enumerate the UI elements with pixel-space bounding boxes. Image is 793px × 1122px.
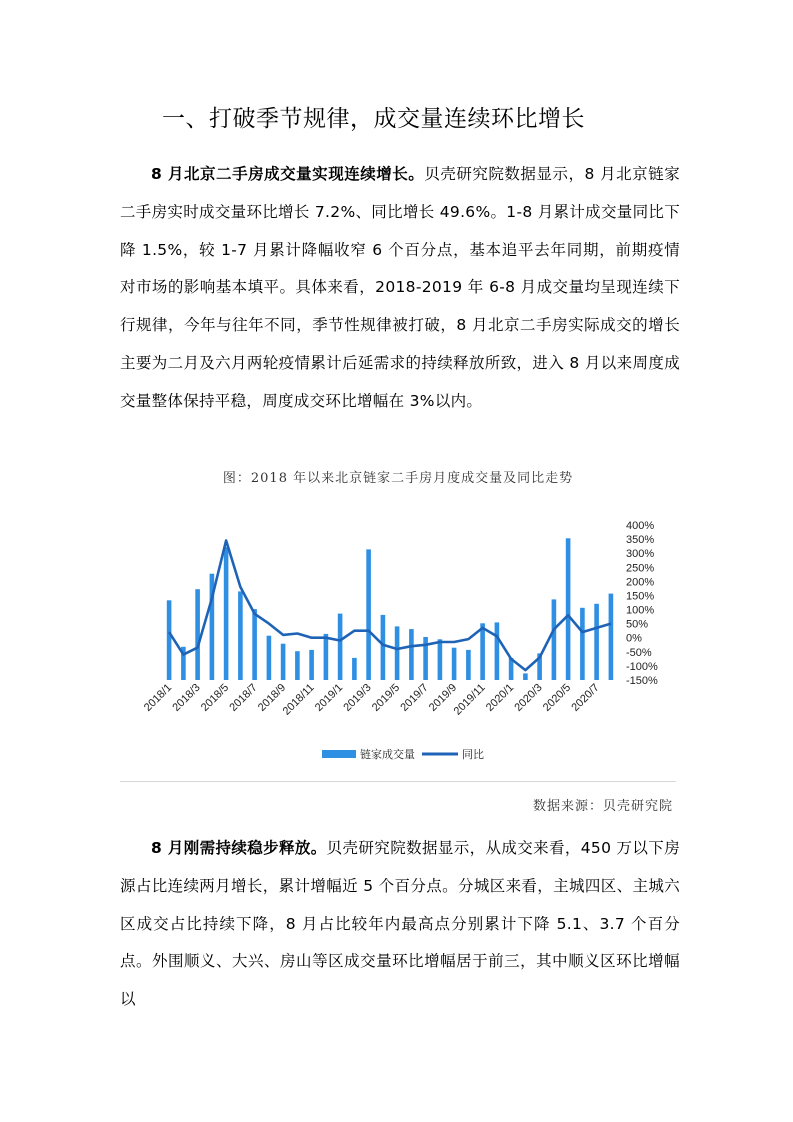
bar-2018/12 <box>324 634 329 680</box>
x-tick-label: 2018/7 <box>227 681 260 714</box>
sales-volume-chart <box>120 505 676 770</box>
bar-2020/6 <box>580 608 585 680</box>
paragraph-2-lead: 8 月刚需持续稳步释放。 <box>151 839 327 857</box>
x-tick-label: 2019/5 <box>369 681 403 714</box>
bar-2018/1 <box>167 600 172 680</box>
bar-2020/2 <box>523 673 528 680</box>
bar-2019/10 <box>466 650 471 680</box>
bar-2019/5 <box>395 626 400 680</box>
x-tick-label: 2020/1 <box>483 681 517 714</box>
figure-divider <box>120 781 676 782</box>
bar-2019/9 <box>452 648 457 680</box>
y-tick-label: 350% <box>626 534 655 547</box>
y-tick-label: 150% <box>626 590 655 603</box>
x-tick-label: 2018/9 <box>255 681 289 714</box>
x-tick-label: 2019/3 <box>341 681 374 714</box>
x-tick-label: 2020/7 <box>569 681 602 714</box>
bar-2020/5 <box>566 538 571 680</box>
bar-2019/2 <box>352 658 357 680</box>
y-tick-label: 200% <box>626 576 655 589</box>
y-tick-label: 100% <box>626 604 655 617</box>
line-series <box>169 541 611 671</box>
figure-source: 数据来源：贝壳研究院 <box>532 799 673 814</box>
bar-2018/3 <box>195 589 200 680</box>
y-tick-label: 400% <box>626 520 655 532</box>
y-tick-label: 0% <box>626 632 642 645</box>
yoy-line <box>169 541 611 671</box>
bar-2019/4 <box>381 615 386 680</box>
bar-2018/8 <box>267 636 272 680</box>
x-tick-label: 2020/3 <box>512 681 545 714</box>
x-tick-label: 2019/1 <box>312 681 346 714</box>
figure-caption: 图：2018 年以来北京链家二手房月度成交量及同比走势 <box>222 471 574 486</box>
bar-2018/11 <box>309 650 314 680</box>
y-tick-label: 250% <box>626 562 655 575</box>
paragraph-2 <box>120 830 680 1019</box>
x-tick-label: 2020/5 <box>540 681 574 714</box>
paragraph-1 <box>120 156 680 421</box>
x-tick-label: 2018/3 <box>170 681 203 714</box>
x-tick-label: 2019/7 <box>398 681 431 714</box>
x-tick-label: 2018/11 <box>280 681 317 718</box>
legend-label-bar: 链家成交量 <box>360 749 415 761</box>
bar-2019/6 <box>409 629 414 680</box>
chart-legend <box>322 747 484 761</box>
bar-2018/10 <box>295 651 300 680</box>
bar-2019/11 <box>480 623 485 680</box>
bar-2019/1 <box>338 614 343 680</box>
bar-series <box>167 538 613 680</box>
x-tick-label: 2018/5 <box>198 681 232 714</box>
bar-2019/3 <box>366 549 371 680</box>
legend-label-line: 同比 <box>462 749 484 761</box>
x-tick-label: 2019/11 <box>451 681 488 718</box>
x-tick-label: 2019/9 <box>426 681 460 714</box>
paragraph-2-body: 贝壳研究院数据显示，从成交来看，450 万以下房源占比连续两月增长，累计增幅近 5 个百分点。分城区来看，主城四区、主城六区成交占比持续下降，8 月占比较年内最高点分别累计下降 5.1、3.7 个百分点。外围顺义、大兴、房山等区成交量环比增幅居于前三，其中顺义区环比增幅以 <box>120 839 680 1009</box>
bar-2018/5 <box>224 547 229 680</box>
bar-2020/4 <box>552 599 557 680</box>
x-tick-label: 2018/1 <box>141 681 175 714</box>
x-axis-ticks <box>142 682 602 718</box>
bar-2018/7 <box>252 609 257 680</box>
paragraph-1-body: 贝壳研究院数据显示，8 月北京链家二手房实时成交量环比增长 7.2%、同比增长 49.6%。1-8 月累计成交量同比下降 1.5%，较 1-7 月累计降幅收窄 6 个百分点，基本追平去年同期，前期疫情对市场的影响基本填平。具体来看，2018-2019 年 6-8 月成交量均呈现连续下行规律，今年与往年不同，季节性规律被打破，8 月北京二手房实际成交的增长主要为二月及六月两轮疫情累计后延需求的持续释放所致，进入 8 月以来周度成交量整体保持平稳，周度成交环比增幅在 3%以内。 <box>120 165 680 410</box>
legend-swatch-bar <box>322 750 356 758</box>
bar-2020/7 <box>594 604 599 680</box>
bar-2019/12 <box>495 622 500 680</box>
bar-2020/8 <box>609 594 614 680</box>
y-tick-label: -100% <box>626 660 658 673</box>
section-heading: 一、打破季节规律，成交量连续环比增长 <box>162 106 585 132</box>
bar-2018/6 <box>238 591 243 680</box>
y-tick-label: -50% <box>626 646 652 659</box>
bar-2019/8 <box>438 639 443 680</box>
y-tick-label: -150% <box>626 675 658 687</box>
paragraph-1-lead: 8 月北京二手房成交量实现连续增长。 <box>151 165 425 183</box>
bar-2018/9 <box>281 644 286 680</box>
right-axis-ticks <box>626 520 658 687</box>
y-tick-label: 300% <box>626 548 655 561</box>
y-tick-label: 50% <box>626 618 649 631</box>
